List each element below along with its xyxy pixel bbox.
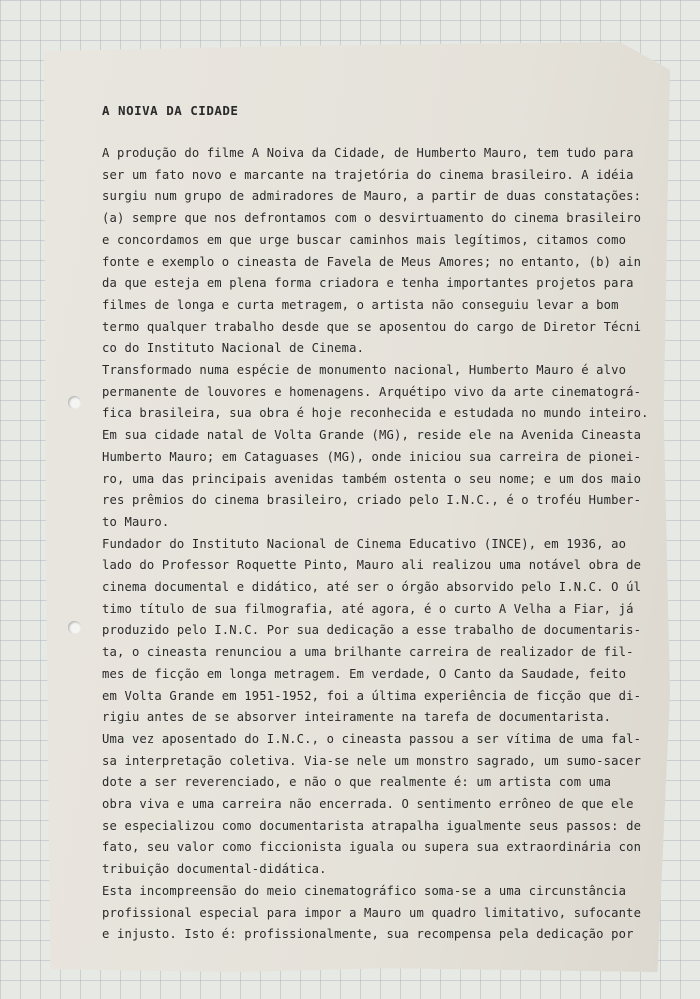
text-line: filmes de longa e curta metragem, o artista não conseguiu levar a bom [102, 297, 619, 312]
text-line: A produção do filme A Noiva da Cidade, de Humberto Mauro, tem tudo para [102, 146, 634, 160]
text-line: mes de ficção em longa metragem. Em verdade, O Canto da Saudade, feito [102, 666, 627, 681]
text-line: ta, o cineasta renunciou a uma brilhante carreira de realizador de fil- [102, 645, 634, 660]
text-line: termo qualquer trabalho desde que se aposentou do cargo de Diretor Técni [102, 319, 642, 334]
text-line: se especializou como documentarista atrapalha igualmente seus passos: de [102, 818, 642, 833]
text-line: Humberto Mauro; em Cataguases (MG), onde iniciou sua carreira de pionei- [102, 449, 642, 464]
text-line: dote a ser reverenciado, e não o que realmente é: um artista com uma [102, 775, 612, 790]
text-line: timo título de sua filmografia, até agora, é o curto A Velha a Fiar, já [102, 601, 634, 616]
text-line: Esta incompreensão do meio cinematográfico soma-se a uma circunstância [102, 883, 627, 898]
text-line: res prêmios do cinema brasileiro, criado pelo I.N.C., é o troféu Humber- [102, 493, 642, 508]
text-line: cinema documental e didático, até ser o órgão absorvido pelo I.N.C. O úl [102, 580, 642, 594]
text-line: surgiu num grupo de admiradores de Mauro, a partir de duas constatações: [102, 189, 642, 204]
text-line: permanente de louvores e homenagens. Arquétipo vivo da arte cinematográ- [102, 384, 642, 399]
text-line: lado do Professor Roquette Pinto, Mauro ali realizou uma notável obra de [102, 558, 642, 573]
text-line: Uma vez aposentado do I.N.C., o cineasta passou a ser vítima de uma fal- [102, 731, 642, 746]
text-line: sa interpretação coletiva. Via-se nele um monstro sagrado, um sumo-sacer [102, 753, 642, 768]
text-line: ro, uma das principais avenidas também ostenta o seu nome; e um dos maio [102, 471, 642, 486]
text-line: fonte e exemplo o cineasta de Favela de Meus Amores; no entanto, (b) ain [102, 254, 642, 269]
punch-hole-top [68, 396, 81, 409]
text-line: fato, seu valor como ficcionista iguala ou supera sua extraordinária con [102, 840, 642, 855]
text-line: Fundador do Instituto Nacional de Cinema Educativo (INCE), em 1936, ao [102, 536, 627, 551]
text-line: Transformado numa espécie de monumento nacional, Humberto Mauro é alvo [102, 363, 627, 377]
text-line: obra viva e uma carreira não encerrada. O sentimento errôneo de que ele [102, 797, 634, 811]
text-line: e concordamos em que urge buscar caminhos mais legítimos, citamos como [102, 232, 627, 247]
text-line: co do Instituto Nacional de Cinema. [102, 341, 365, 356]
text-line: (a) sempre que nos defrontamos com o desvirtuamento do cinema brasileiro [102, 211, 642, 226]
text-line: e injusto. Isto é: profissionalmente, sua recompensa pela dedicação por [102, 927, 634, 942]
text-line: profissional especial para impor a Mauro um quadro limitativo, sufocante [102, 905, 642, 920]
text-line: ser um fato novo e marcante na trajetória do cinema brasileiro. A idéia [102, 167, 634, 182]
text-line: fica brasileira, sua obra é hoje reconhecida e estudada no mundo inteiro. [102, 406, 649, 421]
text-line: to Mauro. [102, 514, 170, 529]
text-line: rigiu antes de se absorver inteiramente na tarefa de documentarista. [102, 710, 612, 725]
document-title: A NOIVA DA CIDADE [102, 103, 239, 118]
punch-hole-bottom [68, 621, 81, 634]
text-line: em Volta Grande em 1951-1952, foi a última experiência de ficção que di- [102, 688, 642, 703]
text-line: Em sua cidade natal de Volta Grande (MG), reside ele na Avenida Cineasta [102, 428, 642, 443]
text-line: da que esteja em plena forma criadora e tenha importantes projetos para [102, 276, 634, 291]
text-line: tribuição documental-didática. [102, 862, 327, 877]
text-line: produzido pelo I.N.C. Por sua dedicação a esse trabalho de documentaris- [102, 623, 642, 638]
